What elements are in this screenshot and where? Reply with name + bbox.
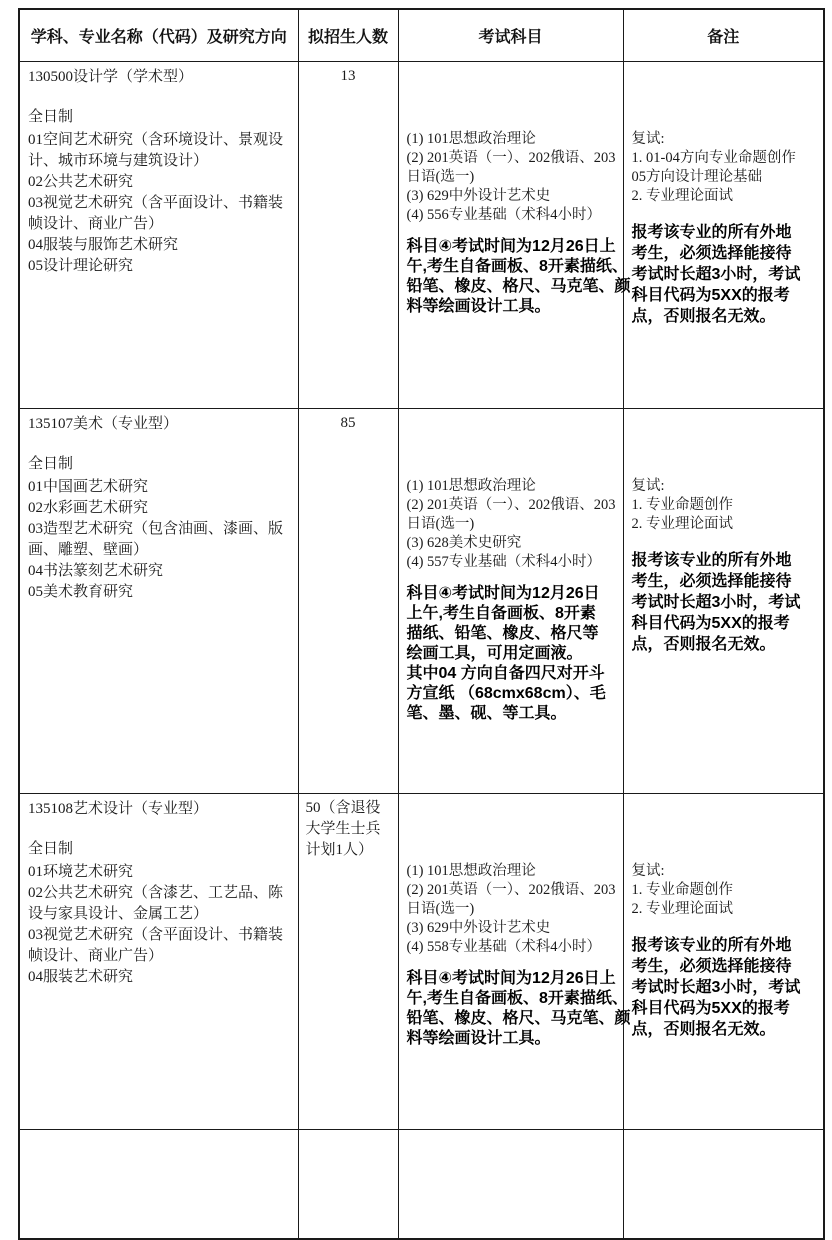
retest-item: 1. 专业命题创作: [631, 497, 733, 513]
remarks-cell: [623, 409, 824, 794]
subject-note: 其中04 方向自备四尺对开斗方宣纸 （68cmx68cm）、毛笔、墨、砚、等工具。: [406, 665, 606, 722]
retest-item: 2. 专业理论面试: [631, 188, 733, 204]
program-title: 130500设计学（学术型）: [28, 69, 194, 85]
direction-item: 02公共艺术研究（含漆艺、工艺品、陈设与家具设计、金属工艺）: [28, 885, 284, 922]
subject-item: (1) 101思想政治理论: [406, 131, 536, 147]
subjects-cell: [398, 409, 623, 794]
enrollment-cell: [298, 1130, 398, 1240]
retest-label: 复试:: [631, 131, 665, 147]
direction-item: 04书法篆刻艺术研究: [28, 563, 164, 579]
subject-item: (4) 558专业基础（术科4小时）: [406, 939, 602, 955]
direction-item: 02公共艺术研究: [28, 174, 134, 190]
remarks-cell: [623, 62, 824, 409]
enrollment-value: 13: [340, 68, 356, 84]
remark-note: 报考该专业的所有外地考生，必须选择能接待考试时长超3小时，考试科目代码为5XX的报考点，否则报名无效。: [631, 937, 801, 1038]
header-enrollment: 拟招生人数: [298, 9, 398, 62]
table-row: [19, 794, 824, 1130]
retest-item: 1. 01-04方向专业命题创作: [631, 150, 796, 166]
subject-item: (3) 628美术史研究: [406, 535, 522, 551]
header-remarks: 备注: [623, 9, 824, 62]
subject-note: 科目④考试时间为12月26日上午,考生自备画板、8开素描纸、铅笔、橡皮、格尺、马克笔、颜料等绘画设计工具。: [406, 238, 631, 315]
remark-note: 报考该专业的所有外地考生，必须选择能接待考试时长超3小时，考试科目代码为5XX的报考点，否则报名无效。: [631, 552, 801, 653]
subject-item: (1) 101思想政治理论: [406, 478, 536, 494]
direction-item: 01中国画艺术研究: [28, 479, 149, 495]
table-header-row: [19, 9, 824, 62]
table-row: [19, 409, 824, 794]
subject-item: (3) 629中外设计艺术史: [406, 920, 551, 936]
enrollment-cell: [298, 409, 398, 794]
remarks-cell: [623, 794, 824, 1130]
remarks-cell: [623, 1130, 824, 1240]
direction-item: 03视觉艺术研究（含平面设计、书籍装帧设计、商业广告）: [28, 927, 284, 964]
program-cell: [19, 62, 298, 409]
direction-item: 04服装与服饰艺术研究: [28, 237, 179, 253]
direction-item: 05美术教育研究: [28, 584, 134, 600]
enrollment-cell: [298, 794, 398, 1130]
retest-label: 复试:: [631, 478, 665, 494]
direction-item: 01空间艺术研究（含环境设计、景观设计、城市环境与建筑设计）: [28, 132, 284, 169]
retest-item: 2. 专业理论面试: [631, 901, 733, 917]
subjects-cell: [398, 794, 631, 1130]
subject-note: 科目④考试时间为12月26日上午,考生自备画板、8开素描纸、铅笔、橡皮、格尺等绘画工具，可用定画液。: [406, 585, 600, 662]
enrollment-cell: [298, 62, 398, 409]
direction-item: 04服装艺术研究: [28, 969, 134, 985]
program-cell: [19, 1130, 298, 1240]
admissions-table: [18, 8, 825, 1240]
retest-label: 复试:: [631, 863, 665, 879]
direction-item: 03视觉艺术研究（含平面设计、书籍装帧设计、商业广告）: [28, 195, 284, 232]
program-title: 135107美术（专业型）: [28, 416, 179, 432]
retest-item: 1. 专业命题创作: [631, 882, 733, 898]
subject-item: (2) 201英语（一）、202俄语、203日语(选一): [406, 882, 616, 917]
subject-item: (2) 201英语（一）、202俄语、203日语(选一): [406, 150, 616, 185]
header-program: 学科、专业名称（代码）及研究方向: [19, 9, 298, 62]
subject-item: (4) 556专业基础（术科4小时）: [406, 207, 602, 223]
program-cell: [19, 409, 298, 794]
subjects-cell: [398, 62, 631, 409]
enrollment-value: 85: [340, 415, 356, 431]
schedule-label: 全日制: [28, 109, 74, 125]
schedule-label: 全日制: [28, 456, 74, 472]
subject-item: (2) 201英语（一）、202俄语、203日语(选一): [406, 497, 616, 532]
subjects-cell: [398, 1130, 623, 1240]
table-row: [19, 62, 824, 409]
retest-item: 05方向设计理论基础: [631, 169, 762, 185]
retest-item: 2. 专业理论面试: [631, 516, 733, 532]
program-cell: [19, 794, 298, 1130]
direction-item: 01环境艺术研究: [28, 864, 134, 880]
schedule-label: 全日制: [28, 841, 74, 857]
direction-item: 05设计理论研究: [28, 258, 134, 274]
header-subjects: 考试科目: [398, 9, 623, 62]
enrollment-value: 50（含退役大学生士兵计划1人）: [305, 800, 381, 858]
subject-note: 科目④考试时间为12月26日上午,考生自备画板、8开素描纸、铅笔、橡皮、格尺、马克笔、颜料等绘画设计工具。: [406, 970, 631, 1047]
direction-item: 02水彩画艺术研究: [28, 500, 149, 516]
direction-item: 03造型艺术研究（包含油画、漆画、版画、雕塑、壁画）: [28, 521, 284, 558]
subject-item: (4) 557专业基础（术科4小时）: [406, 554, 602, 570]
table-row-partial: [19, 1130, 824, 1240]
program-title: 135108艺术设计（专业型）: [28, 801, 209, 817]
subject-item: (3) 629中外设计艺术史: [406, 188, 551, 204]
remark-note: 报考该专业的所有外地考生，必须选择能接待考试时长超3小时，考试科目代码为5XX的报考点，否则报名无效。: [631, 224, 801, 325]
subject-item: (1) 101思想政治理论: [406, 863, 536, 879]
